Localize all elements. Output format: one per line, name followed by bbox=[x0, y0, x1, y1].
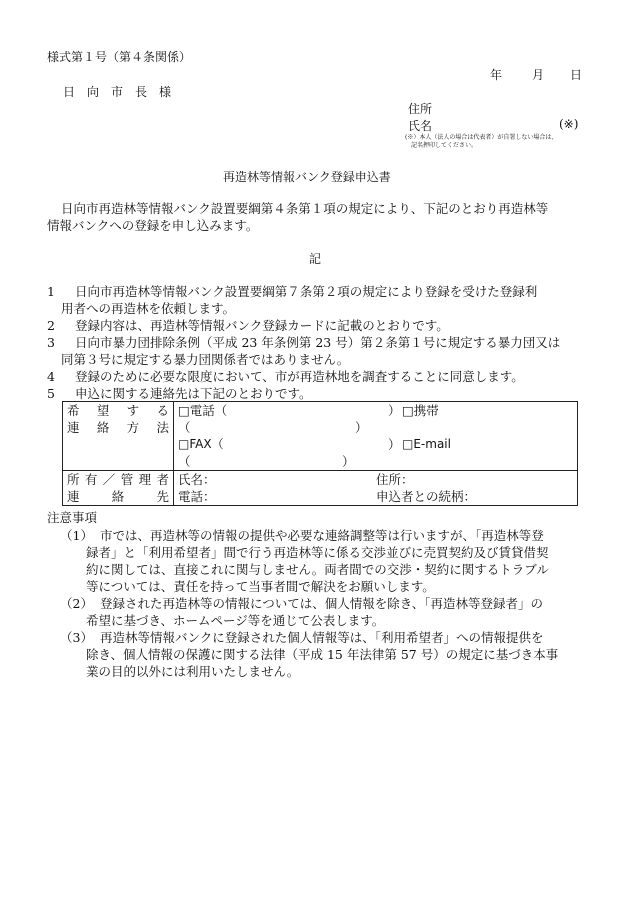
items-list bbox=[47, 283, 560, 402]
contact-method-label-a: 希望する bbox=[67, 403, 169, 418]
addressee: 日 向 市 長 様 bbox=[63, 85, 172, 99]
ki-marker: 記 bbox=[309, 252, 322, 266]
owner-tel-field[interactable]: 電話： bbox=[178, 489, 216, 504]
note-item bbox=[60, 527, 558, 595]
owner-address-field[interactable]: 住所： bbox=[376, 472, 414, 487]
item-number: 3 bbox=[47, 335, 55, 350]
date-year: 年 bbox=[490, 68, 503, 82]
item-number: 4 bbox=[47, 369, 55, 384]
item-text: 日向市暴力団排除条例（平成 23 年条例第 23 号）第２条第１号に規定する暴力団又は bbox=[75, 335, 561, 350]
document-title: 再造林等情報バンク登録申込書 bbox=[223, 170, 391, 184]
list-item bbox=[47, 283, 560, 300]
note-line: 希望に基づき、ホームページ等を通じて公表します。 bbox=[86, 613, 385, 628]
note-line: 市では、再造林等の情報の提供や必要な連絡調整等は行いますが、「再造林等登 bbox=[100, 528, 544, 543]
note-line: 除き、個人情報の保護に関する法律（平成 15 年法律第 57 号）の規定に基づき本事 bbox=[86, 647, 559, 662]
note-line: 業の目的以外には利用いたしません。 bbox=[86, 664, 300, 679]
intro-line-2: 情報バンクへの登録を申し込みます。 bbox=[47, 218, 259, 233]
fax-close-paren: ） bbox=[388, 437, 401, 452]
phone-close-paren: ） bbox=[388, 403, 401, 418]
item-number: 5 bbox=[47, 386, 55, 401]
item-text: 登録のために必要な限度において、市が再造林地を調査することに同意します。 bbox=[75, 369, 524, 384]
item-number: 2 bbox=[47, 318, 55, 333]
form-number: 様式第１号（第４条関係） bbox=[47, 50, 192, 64]
note-line: 再造林等情報バンクに登録された個人情報等は、「利用希望者」への情報提供を bbox=[100, 630, 544, 645]
owner-name-field[interactable]: 氏名： bbox=[178, 472, 216, 487]
email-checkbox[interactable]: □E-mail bbox=[402, 437, 451, 451]
contact-method-options-cell: □電話（ ） □携帯 （ ） □FAX（ ） □E-mail （ ） bbox=[174, 402, 578, 471]
note-item bbox=[60, 629, 558, 680]
date-day: 日 bbox=[570, 68, 583, 82]
owner-label-b: 連絡先 bbox=[67, 489, 169, 504]
list-item bbox=[47, 368, 560, 385]
mobile-paren-close: ） bbox=[355, 420, 368, 435]
item-number: 1 bbox=[47, 284, 55, 299]
note-line: 録者」と「利用希望者」間で行う再造林等に係る交渉並びに売買契約及び賃貸借契 bbox=[86, 545, 549, 560]
note-line: 約に関しては、直接これに関与しません。両者間での交渉・契約に関するトラブル bbox=[86, 562, 549, 577]
notes-heading: 注意事項 bbox=[47, 510, 98, 525]
item-text: 登録内容は、再造林等情報バンク登録カードに記載のとおりです。 bbox=[75, 318, 449, 333]
phone-checkbox[interactable]: □電話（ bbox=[178, 403, 228, 418]
signature-note-2: 記名押印してください。 bbox=[411, 142, 478, 149]
mobile-paren-open: （ bbox=[178, 420, 191, 435]
list-item bbox=[47, 334, 560, 351]
note-line: 登録された再造林等の情報については、個人情報を除き、「再造林等登録者」の bbox=[100, 596, 544, 611]
note-item bbox=[60, 595, 558, 629]
note-number: （3） bbox=[60, 630, 93, 645]
contact-method-row bbox=[63, 402, 578, 471]
item-text: 日向市再造林等情報バンク設置要綱第７条第２項の規定により登録を受けた登録利 bbox=[75, 284, 538, 299]
owner-contact-row bbox=[63, 471, 578, 506]
email-paren-close: ） bbox=[342, 454, 355, 469]
note-line: 等については、責任を持って当事者間で解決をお願いします。 bbox=[86, 579, 435, 594]
intro-paragraph bbox=[47, 200, 548, 234]
intro-line-1: 日向市再造林等情報バンク設置要綱第４条第１項の規定により、下記のとおり再造林等 bbox=[61, 201, 549, 216]
contact-method-label-cell bbox=[63, 402, 174, 471]
owner-fields-cell bbox=[174, 471, 578, 506]
contact-table bbox=[62, 401, 578, 506]
signature-note-1: (※）本人（法人の場合は代表者）が自署しない場合は、 bbox=[405, 134, 558, 141]
applicant-address-label: 住所 bbox=[408, 102, 433, 116]
owner-label-a: 所有／管理者 bbox=[67, 472, 169, 487]
list-item bbox=[47, 317, 560, 334]
applicant-name-label: 氏名 bbox=[408, 119, 433, 133]
list-item-continuation: 同第３号に規定する暴力団関係者ではありません。 bbox=[61, 352, 350, 367]
email-paren-open: （ bbox=[178, 454, 191, 469]
owner-label-cell bbox=[63, 471, 174, 506]
mobile-checkbox[interactable]: □携帯 bbox=[402, 403, 439, 418]
note-number: （2） bbox=[60, 596, 93, 611]
list-item-continuation: 用者への再造林を依頼します。 bbox=[61, 301, 236, 316]
seal-mark: (※) bbox=[559, 117, 579, 131]
date-month: 月 bbox=[532, 68, 545, 82]
item-text: 申込に関する連絡先は下記のとおりです。 bbox=[75, 386, 312, 401]
contact-method-label-b: 連絡方法 bbox=[67, 420, 169, 435]
notes-list bbox=[60, 527, 558, 680]
note-number: （1） bbox=[60, 528, 93, 543]
list-item bbox=[47, 385, 560, 402]
owner-relation-field[interactable]: 申込者との続柄： bbox=[376, 489, 477, 504]
